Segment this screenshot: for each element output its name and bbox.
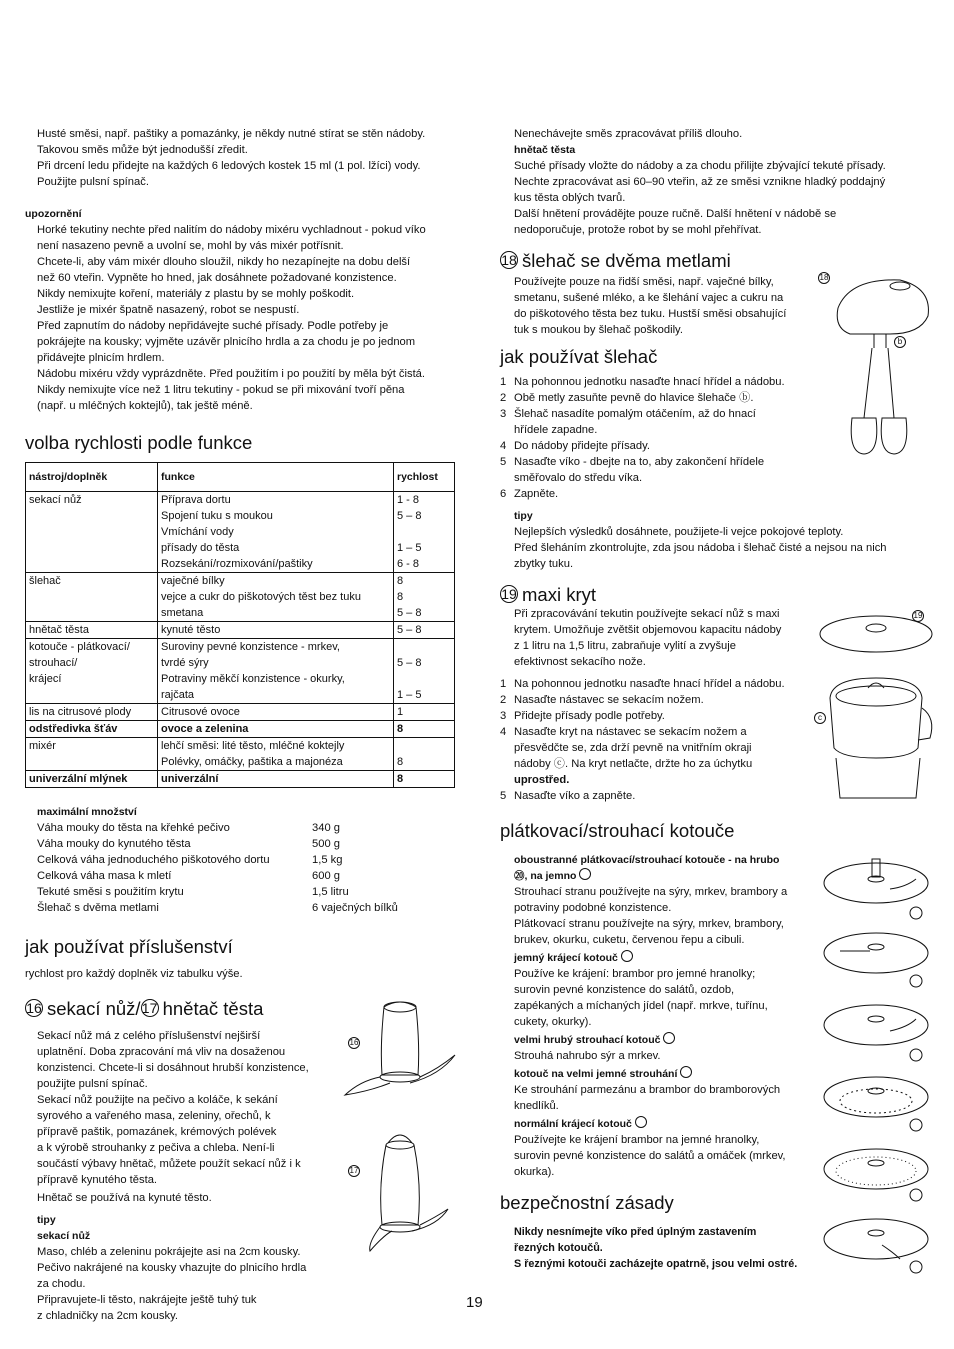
step-number: 3 bbox=[500, 710, 507, 722]
disc2-label: jemný krájecí kotouč bbox=[514, 952, 618, 964]
max-label: maximální množství bbox=[37, 806, 137, 818]
cover-text bbox=[500, 606, 800, 670]
text-line: Nikdy nesnímejte víko před úplným zastavením bbox=[514, 1226, 757, 1238]
page-number: 19 bbox=[466, 1294, 483, 1311]
cell-line: sekací nůž bbox=[29, 494, 82, 506]
step-number: 5 bbox=[500, 456, 507, 468]
disc-heading: plátkovací/strouhací kotouče bbox=[500, 820, 735, 841]
step-text: přesvědčte se, zda drží pevně na vnitřním okraji bbox=[514, 742, 752, 754]
text-line: z chladničky na 2cm kousky. bbox=[37, 1310, 178, 1322]
table-cell bbox=[158, 738, 394, 771]
circle-marker-icon bbox=[635, 1116, 647, 1128]
circle-marker-icon bbox=[579, 868, 591, 880]
text-line: Nechte zpracovávat asi 60–90 vteřin, až ze směsi vznikne hladký poddajný bbox=[514, 176, 886, 188]
disc-section bbox=[500, 852, 800, 1180]
table-cell bbox=[158, 704, 394, 721]
text-line: Nenechávejte směs zpracovávat příliš dlouho. bbox=[514, 128, 743, 140]
text-line: zbytky tuku. bbox=[514, 558, 574, 570]
table-cell bbox=[394, 639, 455, 704]
list-item bbox=[500, 676, 800, 692]
accessories-text: rychlost pro každý doplněk viz tabulku výše. bbox=[25, 968, 243, 980]
text-line: okurka). bbox=[514, 1166, 555, 1178]
table-cell bbox=[158, 721, 394, 738]
step-number: 3 bbox=[500, 408, 507, 420]
tips-label: tipy bbox=[37, 1214, 56, 1226]
max-row bbox=[37, 820, 455, 836]
col-header: funkce bbox=[158, 463, 394, 492]
speed-heading: volba rychlosti podle funkce bbox=[25, 432, 253, 453]
tips-sub-label: sekací nůž bbox=[37, 1230, 91, 1242]
step-text: Na pohonnou jednotku nasaďte hnací hřídel a nádobu. bbox=[514, 678, 785, 690]
table-cell bbox=[26, 622, 158, 639]
text-line: a k výrobě strouhanky z pečiva a chleba. Není-li bbox=[37, 1142, 275, 1154]
text-line: Takovou směs může být jednodušší zředit. bbox=[37, 144, 248, 156]
step-text: Na pohonnou jednotku nasaďte hnací hřídel a nádobu. bbox=[514, 376, 785, 388]
dough-tool-icon bbox=[340, 1125, 460, 1255]
table-row bbox=[26, 639, 455, 704]
text-line: Při zpracovávání tekutin používejte sekací nůž s maxi bbox=[514, 608, 780, 620]
step-number: 5 bbox=[500, 790, 507, 802]
text-line: Před šleháním zkontrolujte, zda jsou nádoba i šlehač čisté a nejsou na nich bbox=[514, 542, 887, 554]
text-line: smetanu, sušené mléko, a ke šlehání vajec a cukru na bbox=[514, 292, 784, 304]
cell-line: 6 - 8 bbox=[397, 558, 420, 570]
text-line: není nasazeno pevně a uvolní se, mohl by vás mixér potřísnit. bbox=[37, 240, 344, 252]
table-cell bbox=[26, 573, 158, 622]
figure-16-label: 16 bbox=[349, 1038, 359, 1047]
blade-text bbox=[25, 1028, 325, 1206]
text-line: z 1 litru na 1,5 litru, zabraňuje vylití a zvyšuje bbox=[514, 640, 736, 652]
step-text: Zapněte. bbox=[514, 488, 559, 500]
circle-marker-icon bbox=[680, 1066, 692, 1078]
list-item bbox=[500, 740, 800, 756]
cell-line: kotouče - plátkovací/ bbox=[29, 641, 130, 653]
text-line: použijte pulsní spínač. bbox=[37, 1078, 148, 1090]
safety-heading: bezpečnostní zásady bbox=[500, 1192, 674, 1213]
cell-line: 8 bbox=[397, 723, 404, 735]
disc4-label: kotouč na velmi jemné strouhání bbox=[514, 1068, 678, 1080]
cover-heading bbox=[500, 584, 930, 606]
text-line: Použijte pulsní spínač. bbox=[37, 176, 149, 188]
circle-marker-icon bbox=[621, 950, 633, 962]
step-number: 2 bbox=[500, 694, 507, 706]
text-line: cukety, okurky). bbox=[514, 1016, 592, 1028]
list-item bbox=[500, 486, 930, 502]
cell-line: 1 – 5 bbox=[397, 689, 422, 701]
max-row bbox=[37, 868, 455, 884]
accessories-heading: jak používat příslušenství bbox=[25, 936, 233, 957]
step-text: uprostřed. bbox=[514, 774, 570, 786]
text-line: surovin pevné konzistence do salátů a omáček (mrkev, bbox=[514, 1150, 786, 1162]
cell-line: univerzální mlýnek bbox=[29, 773, 128, 785]
cell-line: smetana bbox=[161, 607, 204, 619]
step-number: 6 bbox=[500, 488, 507, 500]
cell-line: Vmíchání vody bbox=[161, 526, 234, 538]
text-line: Sekací nůž použijte na pečivo a koláče, k sekání bbox=[37, 1094, 278, 1106]
cell-line bbox=[397, 671, 451, 687]
max-key: Šlehač s dvěma metlami bbox=[37, 902, 159, 914]
cell-line: Potraviny měkčí konzistence - okurky, bbox=[161, 673, 345, 685]
table-cell bbox=[26, 492, 158, 573]
whisk-text bbox=[500, 274, 800, 338]
disc1-label: oboustranné plátkovací/strouhací kotouče - na hrubo bbox=[514, 854, 780, 866]
table-cell bbox=[158, 492, 394, 573]
cell-line: 5 – 8 bbox=[397, 607, 422, 619]
col-header: nástroj/doplněk bbox=[26, 463, 158, 492]
figure-17-label: 17 bbox=[349, 1166, 359, 1175]
text-line: krytem. Umožňuje zvětšit objemovou kapacitu nádoby bbox=[514, 624, 782, 636]
cell-line: vaječné bílky bbox=[161, 575, 225, 587]
cell-line: 1 – 5 bbox=[397, 542, 422, 554]
text-line: uplatnění. Doba zpracování má vliv na dosaženou bbox=[37, 1046, 286, 1058]
heading-text: sekací nůž/ bbox=[47, 998, 141, 1019]
whisk-illustration bbox=[810, 268, 940, 468]
table-cell bbox=[158, 771, 394, 788]
text-line: za chodu. bbox=[37, 1278, 86, 1290]
figure-18-label: 18 bbox=[819, 273, 829, 282]
max-value: 600 g bbox=[312, 870, 340, 882]
text-line: než 60 vteřin. Vypněte ho hned, jak dosáhnete požadované konzistence. bbox=[37, 272, 397, 284]
use-whisk-heading: jak používat šlehač bbox=[500, 346, 658, 367]
text-line: syrového a vařeného masa, zeleniny, ořechů, k bbox=[37, 1110, 271, 1122]
cell-line: Citrusové ovoce bbox=[161, 706, 240, 718]
maxi-cover-illustration bbox=[810, 608, 940, 808]
knead-text bbox=[500, 158, 930, 238]
heading-text: hnětač těsta bbox=[162, 998, 264, 1019]
cell-line: kynuté těsto bbox=[161, 624, 221, 636]
step-number: 1 bbox=[500, 678, 507, 690]
step-text: nádoby ⓒ. Na kryt netlačte, držte ho za úchytku bbox=[514, 758, 753, 770]
cell-line: 5 – 8 bbox=[397, 657, 422, 669]
cell-line: přísady do těsta bbox=[161, 542, 240, 554]
step-number bbox=[500, 422, 514, 438]
table-cell bbox=[26, 704, 158, 721]
cover-steps bbox=[500, 676, 800, 804]
text-line: Husté směsi, např. paštiky a pomazánky, je někdy nutné stírat se stěn nádoby. bbox=[37, 128, 426, 140]
text-line: nedoporučuje, protože robot by se mohl přehřívat. bbox=[514, 224, 762, 236]
cell-line: 5 – 8 bbox=[397, 624, 422, 636]
maxi-cover-icon bbox=[810, 608, 940, 808]
text-line: řezných kotoučů. bbox=[514, 1242, 603, 1254]
step-text: Obě metly zasuňte pevně do hlavice šlehače ⓑ. bbox=[514, 392, 754, 404]
cell-line: 8 bbox=[397, 575, 404, 587]
text-line: Nikdy nemixujte koření, materiály z plastu by se mohly poškodit. bbox=[37, 288, 355, 300]
text-line: Suché přísady vložte do nádoby a za chodu přilijte zbývající tekuté přísady. bbox=[514, 160, 886, 172]
step-text: Nasaďte víko a zapněte. bbox=[514, 790, 636, 802]
cell-line: krájecí bbox=[29, 673, 62, 685]
text-line: Používejte ke krájení brambor na jemné hranolky, bbox=[514, 1134, 760, 1146]
max-key: Tekuté směsi s použitím krytu bbox=[37, 886, 184, 898]
table-cell bbox=[158, 573, 394, 622]
step-text: Nasaďte kryt na nástavec se sekacím nožem a bbox=[514, 726, 747, 738]
text-line: Pečivo nakrájené na kousky vhazujte do plnicího hrdla bbox=[37, 1262, 307, 1274]
cell-line: šlehač bbox=[29, 575, 61, 587]
cell-line: hnětač těsta bbox=[29, 624, 89, 636]
cell-line: Polévky, omáčky, paštika a majonéza bbox=[161, 756, 343, 768]
table-row bbox=[26, 492, 455, 573]
heading-text: maxi kryt bbox=[522, 584, 596, 605]
cell-line: 8 bbox=[397, 756, 404, 768]
cell-line bbox=[397, 639, 451, 655]
number-17-badge: 17 bbox=[141, 1000, 158, 1016]
text-line: konzistenci. Chcete-li si dosáhnout hrubší konzistence, bbox=[37, 1062, 309, 1074]
table-row bbox=[26, 738, 455, 771]
step-text: Do nádoby přidejte přísady. bbox=[514, 440, 650, 452]
text-line: efektivnost sekacího nože. bbox=[514, 656, 646, 668]
discs-illustration bbox=[820, 855, 940, 1275]
step-number: 4 bbox=[500, 440, 507, 452]
step-text: hřídele zapadne. bbox=[514, 424, 598, 436]
table-cell bbox=[26, 639, 158, 704]
max-value: 1,5 litru bbox=[312, 886, 349, 898]
step-text: Nasaďte nástavec se sekacím nožem. bbox=[514, 694, 704, 706]
cell-line: Spojení tuku s moukou bbox=[161, 510, 273, 522]
max-row bbox=[37, 852, 455, 868]
table-cell bbox=[394, 771, 455, 788]
disc3-label: velmi hrubý strouhací kotouč bbox=[514, 1034, 661, 1046]
max-key: Váha mouky do těsta na křehké pečivo bbox=[37, 822, 230, 834]
list-item bbox=[500, 724, 800, 740]
cell-line: rajčata bbox=[161, 689, 195, 701]
list-item bbox=[500, 470, 930, 486]
heading-text: šlehač se dvěma metlami bbox=[522, 250, 731, 271]
list-item bbox=[500, 708, 800, 724]
step-text: Nasaďte víko - dbejte na to, aby zakončení hřídele bbox=[514, 456, 765, 468]
text-line: Horké tekutiny nechte před nalitím do nádoby mixéru vychladnout - pokud víko bbox=[37, 224, 426, 236]
col-header: rychlost bbox=[394, 463, 455, 492]
disc-3 bbox=[824, 1005, 928, 1045]
text-line: Maso, chléb a zeleninu pokrájejte asi na 2cm kousky. bbox=[37, 1246, 301, 1258]
text-line: Hnětač se používá na kynuté těsto. bbox=[37, 1192, 212, 1204]
discs-icon bbox=[820, 855, 940, 1275]
cell-line: lehčí směsi: lité těsto, mléčné koktejly bbox=[161, 740, 345, 752]
whisk-tips-label: tipy bbox=[514, 510, 533, 522]
list-item bbox=[500, 756, 800, 772]
cell-line: strouhací/ bbox=[29, 657, 78, 669]
table-cell bbox=[394, 492, 455, 573]
table-cell bbox=[394, 573, 455, 622]
max-value: 500 g bbox=[312, 838, 340, 850]
text-line: Používe ke krájení: brambor pro jemné hranolky; bbox=[514, 968, 756, 980]
cell-line: Příprava dortu bbox=[161, 494, 231, 506]
text-line: Plátkovací stranu používejte na sýry, mrkev, brambory, bbox=[514, 918, 784, 930]
max-value: 340 g bbox=[312, 822, 340, 834]
cell-line: mixér bbox=[29, 740, 56, 752]
max-key: Váha mouky do kynutého těsta bbox=[37, 838, 191, 850]
table-cell bbox=[394, 704, 455, 721]
list-item bbox=[500, 692, 800, 708]
table-cell bbox=[394, 738, 455, 771]
dough-tool-illustration bbox=[340, 1125, 460, 1255]
cell-line: ovoce a zelenina bbox=[161, 723, 249, 735]
text-line: Připravujete-li těsto, nakrájejte ještě tuhý tuk bbox=[37, 1294, 257, 1306]
text-line: zapékaných a míchaných jídel (např. mrkve, tuřínu, bbox=[514, 1000, 768, 1012]
cell-line: 5 – 8 bbox=[397, 510, 422, 522]
step-number bbox=[500, 772, 514, 788]
text-line: potraviny podobné konzistence. bbox=[514, 902, 672, 914]
cell-line bbox=[397, 524, 451, 540]
text-line: Další hnětení provádějte pouze ručně. Další hnětení v nádobě se bbox=[514, 208, 837, 220]
table-cell bbox=[394, 622, 455, 639]
number-16-badge: 16 bbox=[26, 1000, 42, 1016]
cell-line bbox=[397, 738, 451, 754]
max-row bbox=[37, 884, 455, 900]
chopping-blade-illustration bbox=[340, 995, 460, 1105]
text-line: Chcete-li, aby vám mixér dlouho sloužil, nikdy ho nezapínejte na dobu delší bbox=[37, 256, 411, 268]
cell-line: Rozsekání/rozmixování/paštiky bbox=[161, 558, 313, 570]
cell-line: 1 - 8 bbox=[397, 494, 420, 506]
table-row bbox=[26, 573, 455, 622]
twin-whisk-icon bbox=[810, 268, 940, 468]
max-row bbox=[37, 836, 455, 852]
text-line: Při drcení ledu přidejte na každých 6 ledových kostek 15 ml (1 pol. lžíci) vody. bbox=[37, 160, 421, 172]
warning-label: upozornění bbox=[25, 208, 82, 220]
table-cell bbox=[26, 721, 158, 738]
text-line: Sekací nůž má z celého příslušenství nejširší bbox=[37, 1030, 261, 1042]
speed-table bbox=[25, 462, 455, 788]
step-number bbox=[500, 740, 514, 756]
text-line: brukev, okurku, cuketu, červenou řepu a cibuli. bbox=[514, 934, 745, 946]
text-line: surovin pevné konzistence do salátů, ozdob, bbox=[514, 984, 735, 996]
figure-19-label: 19 bbox=[913, 611, 923, 620]
table-cell bbox=[158, 639, 394, 704]
max-value: 1,5 kg bbox=[312, 854, 343, 866]
cell-line: tvrdé sýry bbox=[161, 657, 209, 669]
step-number bbox=[500, 756, 514, 772]
disc1-label: ⑳, na jemno bbox=[514, 870, 577, 882]
max-list bbox=[25, 820, 455, 916]
knead-label: hnětač těsta bbox=[514, 144, 576, 156]
text-line: přidávejte plnicím hrdlem. bbox=[37, 352, 165, 364]
cell-line: 1 bbox=[397, 706, 404, 718]
step-text: Přidejte přísady podle potřeby. bbox=[514, 710, 665, 722]
cell-line: 8 bbox=[397, 591, 404, 603]
cell-line: odstředivka šťáv bbox=[29, 723, 118, 735]
step-number: 2 bbox=[500, 392, 507, 404]
cell-line: vejce a cukr do piškotových těst bez tuku bbox=[161, 591, 361, 603]
cell-line: lis na citrusové plody bbox=[29, 706, 132, 718]
text-line: do piškotového těsta bez tuku. Hustší směsi obsahující bbox=[514, 308, 787, 320]
text-line: Ke strouhání parmezánu a brambor do bramborových bbox=[514, 1084, 781, 1096]
disc5-label: normální krájecí kotouč bbox=[514, 1118, 632, 1130]
max-row bbox=[37, 900, 455, 916]
warning-text bbox=[25, 222, 455, 414]
max-key: Celková váha masa k mletí bbox=[37, 870, 172, 882]
disc-1 bbox=[824, 859, 928, 903]
table-row bbox=[26, 622, 455, 639]
text-line: přípravě paštik, pomazánek, krémových polévek bbox=[37, 1126, 277, 1138]
table-cell bbox=[26, 771, 158, 788]
figure-b-label: b bbox=[894, 336, 906, 348]
tips-text bbox=[25, 1244, 455, 1324]
table-cell bbox=[26, 738, 158, 771]
text-line: Strouhá nahrubo sýr a mrkev. bbox=[514, 1050, 661, 1062]
disc-2 bbox=[824, 933, 928, 973]
text-line: tuk s moukou by šlehač poškodily. bbox=[514, 324, 683, 336]
disc-5 bbox=[824, 1149, 928, 1189]
text-line: Nejlepších výsledků dosáhnete, použijete-li vejce pokojové teploty. bbox=[514, 526, 844, 538]
step-number: 1 bbox=[500, 376, 507, 388]
table-row bbox=[26, 771, 455, 788]
cell-line: 8 bbox=[397, 773, 404, 785]
text-line: Jestliže je mixér špatně nasazený, robot se nespustí. bbox=[37, 304, 300, 316]
number-18-badge: 18 bbox=[501, 252, 517, 268]
chopping-blade-icon bbox=[340, 995, 460, 1105]
max-key: Celková váha jednoduchého piškotového dortu bbox=[37, 854, 270, 866]
disc-6 bbox=[824, 1219, 928, 1259]
text-line: přípravě kynutého těsta. bbox=[37, 1174, 158, 1186]
number-19-badge: 19 bbox=[501, 586, 517, 602]
text-line: součástí výbavy hnětač, můžete použít sekací nůž i k bbox=[37, 1158, 301, 1170]
table-cell bbox=[394, 721, 455, 738]
cell-line: univerzální bbox=[161, 773, 219, 785]
step-text: Šlehač nasadíte pomalým otáčením, až do hnací bbox=[514, 408, 756, 420]
text-line: kus těsta oblých tvarů. bbox=[514, 192, 626, 204]
circle-marker-icon bbox=[663, 1032, 675, 1044]
intro-text bbox=[25, 126, 455, 190]
whisk-tips bbox=[500, 524, 930, 572]
list-item bbox=[500, 772, 800, 788]
text-line: pokrájejte na kousky; vyjměte uzávěr plnicího hrdla a za chodu je po jednom bbox=[37, 336, 416, 348]
step-number: 4 bbox=[500, 726, 507, 738]
text-line: Nádobu mixéru vždy vyprázdněte. Před použitím i po použití by měla být čistá. bbox=[37, 368, 426, 380]
table-row bbox=[26, 721, 455, 738]
text-line: knedlíků. bbox=[514, 1100, 559, 1112]
text-line: Strouhací stranu používejte na sýry, mrkev, brambory a bbox=[514, 886, 788, 898]
max-value: 6 vaječných bílků bbox=[312, 902, 398, 914]
text-line: Před zapnutím do nádoby nepřidávejte suché přísady. Podle potřeby je bbox=[37, 320, 389, 332]
text-line: (např. u mléčných koktejlů), tak ještě méně. bbox=[37, 400, 253, 412]
text-line: Používejte pouze na řidší směsi, např. vaječné bílky, bbox=[514, 276, 774, 288]
cell-line: Suroviny pevné konzistence - mrkev, bbox=[161, 641, 340, 653]
list-item bbox=[500, 788, 800, 804]
figure-c-label: c bbox=[814, 712, 826, 724]
table-cell bbox=[158, 622, 394, 639]
step-text: směřovalo do středu víka. bbox=[514, 472, 643, 484]
text-line: Nikdy nemixujte více než 1 litru tekutiny - pokud se při mixování tvoří pěna bbox=[37, 384, 405, 396]
text-line: S řeznými kotouči zacházejte opatrně, jsou velmi ostré. bbox=[514, 1258, 798, 1270]
disc-4 bbox=[824, 1077, 928, 1117]
step-number bbox=[500, 470, 514, 486]
table-row bbox=[26, 704, 455, 721]
